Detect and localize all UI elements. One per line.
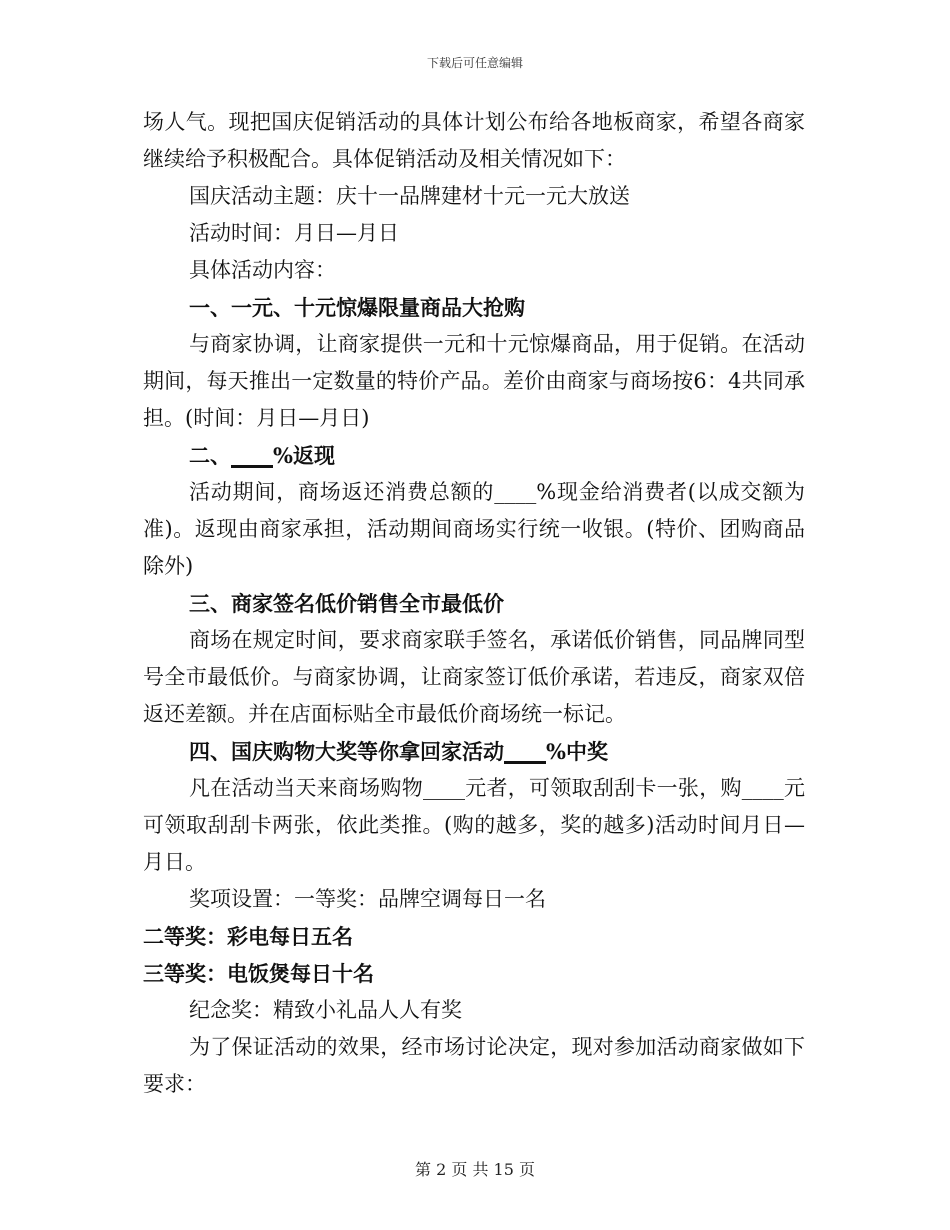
paragraph-section-3: 商场在规定时间，要求商家联手签名，承诺低价销售，同品牌同型号全市最低价。与商家协调，让商家签订低价承诺，若违反，商家双倍返还差额。并在店面标贴全市最低价商场统一标记。	[143, 628, 805, 726]
paragraph-section-1: 与商家协调，让商家提供一元和十元惊爆商品，用于促销。在活动期间，每天推出一定数量的特价产品。差价由商家与商场按6：4共同承担。(时间：月日—月日)	[143, 332, 805, 430]
paragraph-prize-setup: 奖项设置：一等奖：品牌空调每日一名	[189, 887, 546, 911]
page-header: 下载后可任意编辑	[426, 56, 523, 70]
section-heading-2	[143, 437, 805, 474]
page-number: 第 2 页 共 15 页	[415, 1160, 535, 1179]
paragraph-2-part-a: 活动期间，商场返还消费总额的	[189, 480, 495, 504]
paragraph-third-prize: 三等奖：电饭煲每日十名	[143, 961, 374, 986]
paragraph-2-blank: ____	[494, 480, 537, 504]
heading-4-suffix: %中奖	[546, 739, 608, 764]
section-heading-3: 三、商家签名低价销售全市最低价	[189, 591, 504, 616]
heading-4-blank: ____	[504, 739, 546, 764]
paragraph-requirements: 为了保证活动的效果，经市场讨论决定，现对参加活动商家做如下要求：	[143, 1035, 805, 1096]
paragraph-section-4	[143, 770, 805, 881]
paragraph-time: 活动时间：月日—月日	[189, 221, 399, 245]
paragraph-4-blank-1: ____	[422, 776, 465, 800]
paragraph-second-prize: 二等奖：彩电每日五名	[143, 924, 353, 949]
paragraph-4-part-c: 元可领取刮刮卡两张，依此类推。(购的越多，奖的越多)活动时间月日—月日。	[143, 776, 806, 874]
paragraph-4-blank-2: ____	[741, 776, 784, 800]
heading-2-blank: ____	[231, 443, 273, 468]
paragraph-intro-continued: 场人气。现把国庆促销活动的具体计划公布给各地板商家，希望各商家继续给予积极配合。具体促销活动及相关情况如下：	[143, 110, 805, 171]
heading-4-prefix: 四、国庆购物大奖等你拿回家活动	[189, 739, 504, 764]
heading-2-suffix: %返现	[273, 443, 335, 468]
paragraph-theme: 国庆活动主题：庆十一品牌建材十元一元大放送	[189, 184, 630, 208]
paragraph-4-part-a: 凡在活动当天来商场购物	[189, 776, 423, 800]
heading-2-prefix: 二、	[189, 443, 231, 468]
document-body	[143, 104, 805, 1103]
paragraph-2-part-b: %现金给消费者(以成交额为准)。返现由商家承担，活动期间商场实行统一收银。(特价、团购商品除外)	[143, 480, 806, 578]
paragraph-souvenir-prize: 纪念奖：精致小礼品人人有奖	[189, 998, 462, 1022]
paragraph-4-part-b: 元者，可领取刮刮卡一张，购	[464, 776, 742, 800]
section-heading-1: 一、一元、十元惊爆限量商品大抢购	[189, 295, 525, 320]
paragraph-content-label: 具体活动内容：	[189, 258, 336, 282]
paragraph-section-2	[143, 474, 805, 585]
section-heading-4	[143, 733, 805, 770]
